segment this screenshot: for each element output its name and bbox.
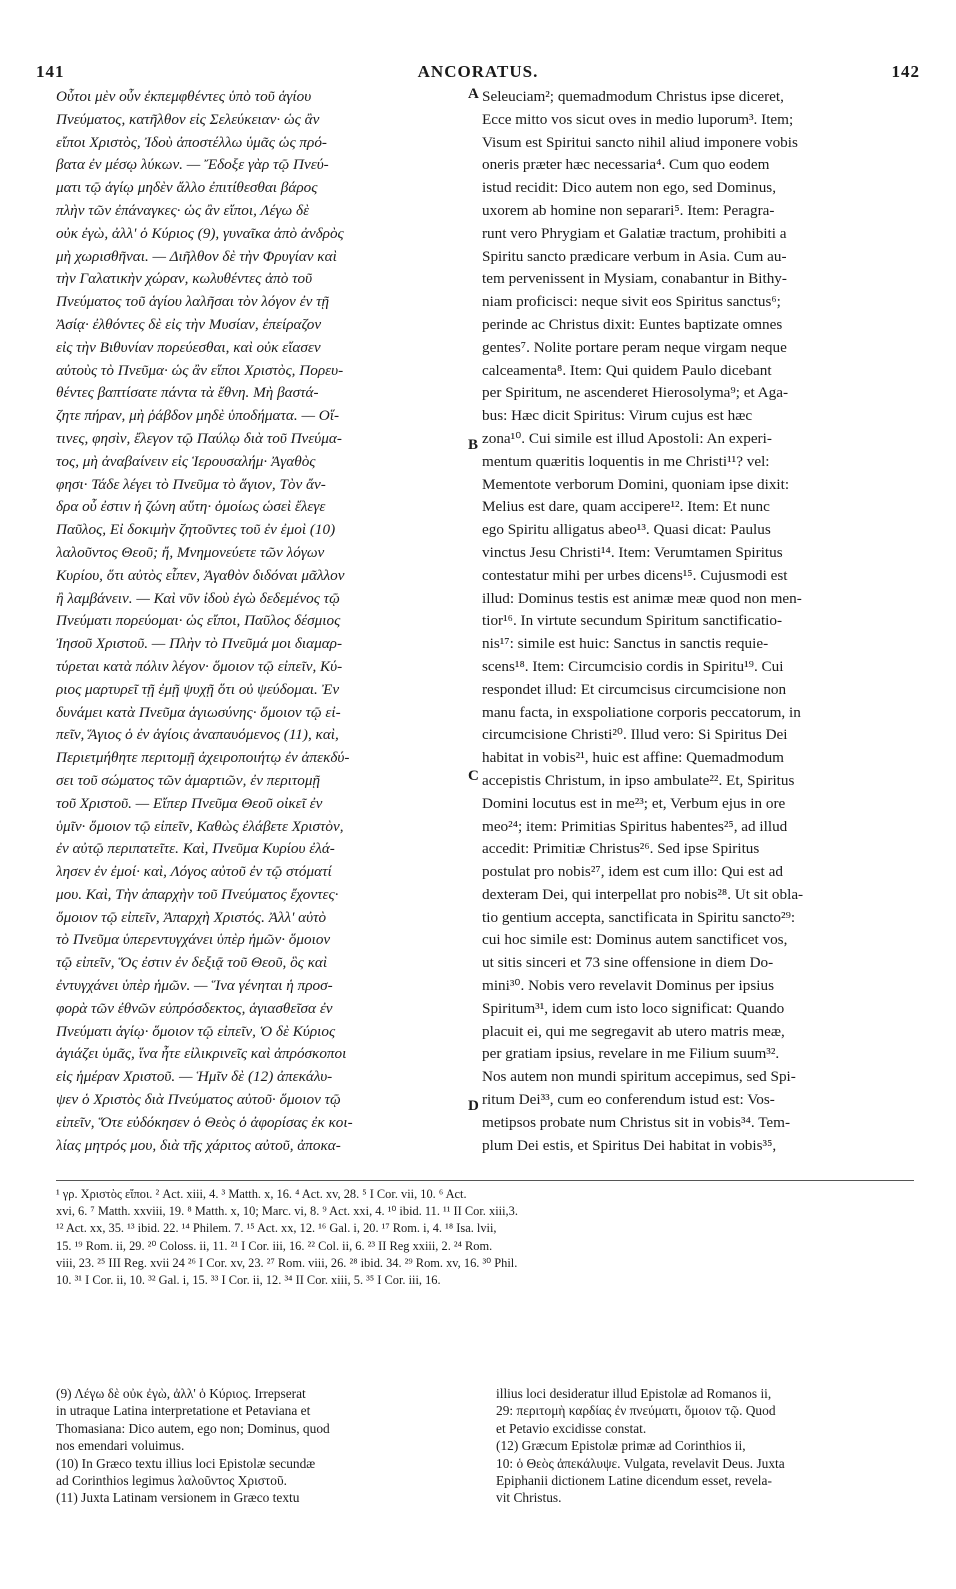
latin-text-line: Spiritum³¹, idem cum isto loco significat: Quando (482, 999, 785, 1017)
greek-text-line: ψεν ὁ Χριστὸς διὰ Πνεύματος αὐτοῦ· ὅμοιον τῷ (56, 1091, 341, 1109)
margin-letter-b: B (468, 437, 479, 453)
latin-text-line: tio gentium accepta, sanctificata in Spiritu sancto²⁹: (482, 908, 796, 926)
latin-text-line: ego Spiritu alligatus abeo¹³. Quasi dicat: Paulus (482, 521, 771, 539)
latin-text-line: postulat pro nobis²⁷, idem est cum illo: Qui est ad (482, 863, 783, 881)
note-line: et Petavio excidisse constat. (496, 1420, 647, 1436)
greek-text-line: ριος μαρτυρεῖ τῇ ἐμῇ ψυχῇ ὅτι οὐ ψεύδομαι. Ἐν (56, 680, 340, 698)
greek-text-line: τῷ εἰπεῖν, Ὅς ἐστιν ἐν δεξιᾷ τοῦ Θεοῦ, ὃς καὶ (56, 954, 328, 972)
reference-line: 10. ³¹ I Cor. ii, 10. ³² Gal. i, 15. ³³ I Cor. ii, 12. ³⁴ II Cor. xiii, 5. ³⁵ I Cor. iii, 16. (56, 1272, 441, 1287)
greek-text-line: αὐτοὺς τὸ Πνεῦμα· ὡς ἂν εἴποι Χριστὸς, Πορευ- (56, 361, 344, 379)
latin-text-line: cui hoc simile est: Dominus autem sanctificet vos, (482, 931, 788, 949)
latin-text-line: mentum quæritis loquentis in me Christi¹¹? vel: (482, 452, 770, 470)
greek-text-line: Πνεύματος, κατῆλθον εἰς Σελεύκειαν· ὡς ἂν (56, 110, 320, 128)
greek-text-line: τὴν Γαλατικὴν χώραν, κωλυθέντες ἀπὸ τοῦ (56, 270, 313, 288)
greek-text-line: φορὰ τῶν ἐθνῶν εὐπρόσδεκτος, ἁγιασθεῖσα ἐν (56, 999, 333, 1017)
latin-text-line: Seleuciam²; quemadmodum Christus ipse diceret, (482, 88, 784, 105)
latin-text-line: Mementote verborum Domini, quoniam ipse dixit: (482, 475, 790, 493)
page-number-right: 142 (891, 62, 920, 81)
latin-text-line: per Spiritum, ne ascenderet Hierosolyma⁹; et Aga- (482, 384, 788, 402)
greek-text-line: λησεν ἐν ἐμοί· καὶ, Λόγος αὐτοῦ ἐν τῷ στόματί (56, 863, 332, 881)
note-line: Thomasiana: Dico autem, ego non; Dominus, quod (56, 1420, 330, 1436)
reference-line: ¹² Act. xx, 35. ¹³ ibid. 22. ¹⁴ Philem. 7. ¹⁵ Act. xx, 12. ¹⁶ Gal. i, 20. ¹⁷ Rom. i, 4. ¹⁸ Isa. lvii, (56, 1221, 497, 1236)
greek-text-line: εἰς ἡμέραν Χριστοῦ. — Ἡμῖν δὲ (12) ἀπεκάλυ- (56, 1068, 333, 1086)
reference-line: 15. ¹⁹ Rom. ii, 29. ²⁰ Coloss. ii, 11. ²¹ I Cor. iii, 16. ²² Col. ii, 6. ²³ II Reg xxiii, 2. ²⁴ Rom. (56, 1238, 493, 1253)
greek-text-line: ἁγιάζει ὑμᾶς, ἵνα ἦτε εἰλικρινεῖς καὶ ἀπρόσκοποι (56, 1045, 347, 1063)
latin-text-line: Melius est dare, quam accipere¹². Item: Et nunc (482, 498, 770, 516)
greek-text-line: τύρεται κατὰ πόλιν λέγον· ὅμοιον τῷ εἰπεῖν, Κύ- (56, 657, 343, 675)
latin-text-line: runt vero Phrygiam et Galatiæ tractum, prohibiti a (482, 224, 787, 242)
greek-text-line: ὑμῖν· ὅμοιον τῷ εἰπεῖν, Καθὼς ἐλάβετε Χριστὸν, (56, 817, 344, 835)
greek-text-line: ἐντυγχάνει ὑπὲρ ἡμῶν. — Ἵνα γένηται ἡ προσ- (56, 977, 333, 995)
note-line: (10) In Græco textu illius loci Epistolæ secundæ (56, 1455, 316, 1471)
greek-text-line: μου. Καὶ, Τὴν ἀπαρχὴν τοῦ Πνεύματος ἔχοντες· (56, 885, 339, 903)
notes-left-column (56, 1385, 474, 1507)
note-line: 29: περιτομὴ καρδίας ἐν πνεύματι, ὅμοιον τῷ. Quod (496, 1403, 776, 1419)
note-line: nos emendari voluimus. (56, 1438, 185, 1454)
greek-text-line: εἴποι Χριστὸς, Ἰδοὺ ἀποστέλλω ὑμᾶς ὡς πρό- (56, 133, 327, 151)
latin-text-line: meo²⁴; item: Primitias Spiritus habentes²⁵, ad illud (482, 817, 788, 835)
latin-text-line: scens¹⁸. Item: Circumcisio cordis in Spiritu¹⁹. Cui (482, 657, 784, 675)
latin-text-line: per gratiam ipsius, revelare in me Filium suum³². (482, 1045, 780, 1063)
latin-text-line: ut sitis sinceri et 73 sine offensione in diem Do- (482, 954, 774, 972)
latin-text-line: calceamenta⁸. Item: Qui quidem Paulo dicebant (482, 361, 772, 379)
greek-text-line: ἐν αὐτῷ περιπατεῖτε. Καὶ, Πνεῦμα Κυρίου ἐλά- (56, 840, 335, 858)
greek-text-line: λίας μητρός μου, διὰ τῆς χάριτος αὐτοῦ, ἀποκα- (56, 1136, 341, 1154)
latin-text-line: contestatur mihi per urbes dicens¹⁵. Cujusmodi est (482, 566, 788, 584)
latin-text-line: ritum Dei³³, cum eo conferendum istud est: Vos- (482, 1091, 775, 1109)
latin-text-line: respondet illud: Et circumcisus circumcisione non (482, 680, 787, 698)
greek-text-line: ἢ λαμβάνειν. — Καὶ νῦν ἰδοὺ ἐγὼ δεδεμένος τῷ (56, 589, 340, 607)
latin-text-line: metipsos probate num Christus sit in vobis³⁴. Tem- (482, 1113, 791, 1131)
greek-text-line: βατα ἐν μέσῳ λύκων. — Ἔδοξε γὰρ τῷ Πνεύ- (56, 156, 329, 174)
note-line: illius loci desideratur illud Epistolæ ad Romanos ii, (496, 1386, 772, 1401)
reference-line: viii, 23. ²⁵ III Reg. xvii 24 ²⁶ I Cor. xv, 23. ²⁷ Rom. viii, 26. ²⁸ ibid. 34. ²⁹ Rom. xv, 16. ³⁰ Phil. (56, 1255, 518, 1270)
notes-right-column (496, 1385, 914, 1507)
latin-text-line: mini³⁰. Nobis vero revelavit Dominus per ipsius (482, 977, 774, 995)
greek-text-line: λαλοῦντος Θεοῦ; ἤ, Μνημονεύετε τῶν λόγων (56, 543, 325, 561)
greek-text-line: ματι τῷ ἁγίῳ μηδὲν ἄλλο ἐπιτίθεσθαι βάρος (56, 179, 318, 197)
greek-text-line: Κυρίου, ὅτι αὐτὸς εἶπεν, Ἀγαθὸν διδόναι μᾶλλον (56, 566, 345, 584)
latin-text-line: oneris præter hæc necessaria⁴. Cum quo eodem (482, 156, 770, 174)
latin-text-line: zona¹⁰. Cui simile est illud Apostoli: An experi- (482, 429, 772, 447)
latin-text-line: dexteram Dei, qui interpellat pro nobis²⁸. Ut sit obla- (482, 885, 804, 903)
greek-text-line: δρα οὗ ἐστιν ἡ ζώνη αὕτη· ὁμοίως ὡσεὶ ἔλεγε (56, 498, 326, 516)
note-line: (12) Græcum Epistolæ primæ ad Corinthios ii, (496, 1438, 746, 1454)
greek-text-line: Ἀσίᾳ· ἐλθόντες δὲ εἰς τὴν Μυσίαν, ἐπείραζον (56, 315, 322, 333)
latin-text-line: circumcisione Christi²⁰. Illud vero: Si Spiritus Dei (482, 726, 788, 744)
greek-text-line: δυνάμει κατὰ Πνεῦμα ἁγιωσύνης· ὅμοιον τῷ εἰ- (56, 703, 341, 721)
latin-text-line: Nos autem non mundi spiritum accepimus, sed Spi- (482, 1068, 796, 1086)
note-line: in utraque Latina interpretatione et Petaviana et (56, 1403, 311, 1419)
latin-text-line: istud recidit: Dico autem non ego, sed Dominus, (482, 179, 776, 197)
latin-text-line: Visum est Spiritui sancto nihil aliud imponere vobis (482, 133, 798, 151)
greek-text-line: τινες, φησὶν, ἔλεγον τῷ Παύλῳ διὰ τοῦ Πνεύμα- (56, 429, 342, 447)
margin-letter-d: D (468, 1098, 479, 1114)
latin-text-line: Ecce mitto vos sicut oves in medio luporum³. Item; (482, 110, 794, 128)
greek-text-line: φησι· Τάδε λέγει τὸ Πνεῦμα τὸ ἅγιον, Τὸν ἄν- (56, 475, 326, 493)
greek-text-line: ὅμοιον τῷ εἰπεῖν, Ἀπαρχὴ Χριστός. Ἀλλ' αὐτὸ (56, 908, 327, 926)
note-line: (9) Λέγω δὲ οὐκ ἐγὼ, ἀλλ' ὁ Κύριος. Irrepserat (56, 1386, 306, 1401)
greek-text-line: Ἰησοῦ Χριστοῦ. — Πλὴν τὸ Πνεῦμά μοι διαμαρ- (56, 635, 343, 653)
greek-text-line: ζητε πήραν, μὴ ῥάβδον μηδὲ ὑποδήματα. — Οἵ- (56, 407, 340, 425)
latin-text-column (482, 86, 914, 1157)
greek-text-line: πλὴν τῶν ἐπάναγκες· ὡς ἂν εἴποι, Λέγω δὲ (56, 201, 310, 219)
note-line: Epiphanii dictionem Latine dicendum esset, revela- (496, 1472, 772, 1488)
latin-text-line: manu facta, in exspoliatione corporis peccatorum, in (482, 703, 801, 721)
greek-text-line: οὐκ ἐγὼ, ἀλλ' ὁ Κύριος (9), γυναῖκα ἀπὸ ἀνδρὸς (56, 224, 344, 242)
margin-letter-a: A (468, 86, 479, 102)
latin-text-line: accedit: Primitiæ Christus²⁶. Sed ipse Spiritus (482, 840, 760, 858)
greek-text-line: Πνεύματι ἁγίῳ· ὅμοιον τῷ εἰπεῖν, Ὁ δὲ Κύριος (56, 1022, 336, 1040)
latin-text-line: bus: Hæc dicit Spiritus: Virum cujus est hæc (482, 407, 753, 425)
latin-text-line: vinctus Jesu Christi¹⁴. Item: Verumtamen Spiritus (482, 543, 783, 561)
latin-text-line: Domini locutus est in me²³; et, Verbum ejus in ore (482, 794, 786, 812)
reference-line: ¹ γρ. Χριστὸς εἴποι. ² Act. xiii, 4. ³ Matth. x, 16. ⁴ Act. xv, 28. ⁵ I Cor. vii, 10. ⁶ Act. (56, 1187, 467, 1201)
greek-text-line: τος, μὴ ἀναβαίνειν εἰς Ἱερουσαλήμ· Ἀγαθὸς (56, 452, 316, 470)
page-number-left: 141 (36, 62, 65, 81)
page-title: ANCORATUS. (417, 62, 539, 81)
latin-text-line: placuit ei, qui me segregavit ab utero matris meæ, (482, 1022, 785, 1040)
note-line: vit Christus. (496, 1490, 562, 1506)
latin-text-line: uxorem ab homine non separari⁵. Item: Peragra- (482, 201, 775, 219)
reference-line: xvi, 6. ⁷ Matth. xxviii, 19. ⁸ Matth. x, 10; Marc. vi, 8. ⁹ Act. xxi, 4. ¹⁰ ibid. 11. ¹¹ II Cor. xiii,3. (56, 1204, 518, 1219)
greek-text-line: Πνεύματι πορεύομαι· ὡς εἴποι, Παῦλος δέσμιος (56, 612, 341, 630)
latin-text-line: tior¹⁶. In virtute secundum Spiritum sanctificatio- (482, 612, 783, 630)
scripture-references (56, 1186, 914, 1289)
latin-text-line: niam proficisci: neque sivit eos Spiritus sanctus⁶; (482, 293, 781, 311)
greek-text-line: τοῦ Χριστοῦ. — Εἴπερ Πνεῦμα Θεοῦ οἰκεῖ ἐν (56, 794, 323, 812)
note-line: 10: ὁ Θεὸς ἀπεκάλυψε. Vulgata, revelavit Deus. Juxta (496, 1455, 785, 1471)
greek-text-line: εἰπεῖν, Ὅτε εὐδόκησεν ὁ Θεὸς ὁ ἀφορίσας ἐκ κοι- (56, 1113, 353, 1131)
greek-text-line: σει τοῦ σώματος τῶν ἁμαρτιῶν, ἐν περιτομῇ (56, 771, 321, 789)
latin-text-line: tem pervenissent in Mysiam, conabantur in Bithy- (482, 270, 787, 288)
greek-text-column (56, 86, 466, 1157)
latin-text-line: plum Dei estis, et Spiritus Dei habitat in vobis³⁵, (482, 1136, 777, 1154)
latin-text-line: gentes⁷. Nolite portare peram neque virgam neque (482, 338, 787, 356)
greek-text-line: Περιετμήθητε περιτομῇ ἀχειροποιήτῳ ἐν ἀπεκδύ- (56, 749, 350, 767)
note-line: (11) Juxta Latinam versionem in Græco textu (56, 1490, 300, 1506)
margin-letter-c: C (468, 768, 479, 784)
latin-text-line: nis¹⁷: simile est huic: Sanctus in sanctis requie- (482, 635, 769, 653)
greek-text-line: θέντες βαπτίσατε πάντα τὰ ἔθνη. Μὴ βαστά- (56, 384, 319, 402)
latin-text-line: illud: Dominus testis est animæ meæ quod non men- (482, 589, 802, 607)
greek-text-line: πεῖν, Ἅγιος ὁ ἐν ἁγίοις ἀναπαυόμενος (11), καὶ, (56, 726, 339, 744)
footnote-rule (56, 1180, 914, 1181)
latin-text-line: Spiritu sancto prædicare verbum in Asia. Cum au- (482, 247, 787, 265)
greek-text-line: Πνεύματος τοῦ ἁγίου λαλῆσαι τὸν λόγον ἐν τῇ (56, 293, 330, 311)
latin-text-line: accepistis Christum, in ipso ambulate²². Et, Spiritus (482, 771, 795, 789)
greek-text-line: τὸ Πνεῦμα ὑπερεντυγχάνει ὑπὲρ ἡμῶν· ὅμοιον (56, 931, 331, 949)
greek-text-line: Οὗτοι μὲν οὖν ἐκπεμφθέντες ὑπὸ τοῦ ἁγίου (56, 88, 312, 105)
running-header (28, 62, 928, 86)
greek-text-line: εἰς τὴν Βιθυνίαν πορεύεσθαι, καὶ οὐκ εἴασεν (56, 338, 321, 356)
greek-text-line: μὴ χωρισθῆναι. — Διῆλθον δὲ τὴν Φρυγίαν καὶ (56, 247, 337, 265)
note-line: ad Corinthios legimus λαλοῦντος Χριστοῦ. (56, 1472, 287, 1488)
latin-text-line: habitat in vobis²¹, huic est affine: Quemadmodum (482, 749, 784, 767)
latin-text-line: perinde ac Christus dixit: Euntes baptizate omnes (482, 315, 783, 333)
greek-text-line: Παῦλος, Εἰ δοκιμὴν ζητοῦντες τοῦ ἐν ἐμοὶ (10) (56, 521, 336, 539)
